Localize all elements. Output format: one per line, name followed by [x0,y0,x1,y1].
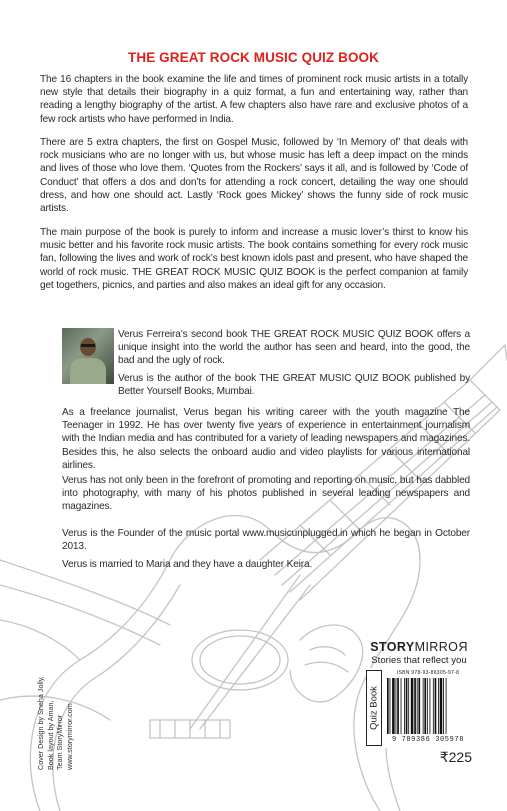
author-bio-4: Verus is married to Maria and they have a daughter Keira. [62,559,313,570]
blurb-paragraph-3: The main purpose of the book is purely to inform and increase a music lover’s thirst to know his music better and his favorite rock music artists. The book contains something for every rock music fan, following the lives and work of rock’s best known idols past and present, who have shaped the world of rock music. THE GREAT ROCK MUSIC QUIZ BOOK is the perfect companion at family get togethers, picnics, and parties and also makes an ideal gift for any occasion. [40,227,468,291]
credit-line: Team StoryMirror [55,714,65,770]
author-bio-1: As a freelance journalist, Verus began his writing career with the youth magazine The Teenager in 1992. He has over twenty five years of experience in entertainment journalism with the Indian media and has contributed for a variety of leading newspapers and magazines. Besides this, he also selects the onboard audio and video playlists for various international airlines. [62,407,470,471]
category-text: Quiz Book [368,686,380,730]
blurb-paragraph-1: The 16 chapters in the book examine the life and times of prominent rock music artists in a totally new style that details their biography in a quiz format, a fun and entertaining way, rather than reading a lengthy biography of the artist. A few chapters also have rare and exclusive photos of a few rock artists who have performed in India. [40,74,468,125]
logo-mirro: MIRRO [414,640,459,654]
logo-mirrored-r: R [458,640,468,654]
book-title: THE GREAT ROCK MUSIC QUIZ BOOK [128,50,379,65]
price: ₹225 [439,749,472,765]
author-intro-2: Verus is the author of the book THE GREAT MUSIC QUIZ BOOK published by Better Yourself Books, Mumbai. [118,373,470,398]
barcode-digits: 9 789386 305978 [391,736,464,744]
publisher-tagline: Stories that reflect you [371,655,467,666]
barcode-panel [366,668,472,748]
author-photo [62,328,114,384]
cover-credits [36,666,92,770]
isbn-number: ISBN 978-93-86305-97-8 [396,670,460,676]
author-intro-1: Verus Ferreira’s second book THE GREAT ROCK MUSIC QUIZ BOOK offers a unique insight into the world the author has seen and heard, into the good, the bad and the ugly of rock. [118,329,470,367]
author-bio-2: Verus has not only been in the forefront of promoting and reporting on music, but has dabbled into photography, with many of his photos published in several leading newspapers and magazines. [62,475,470,513]
author-bio-3: Verus is the Founder of the music portal www.musicunplugged.in which he began in October 2013. [62,528,470,553]
credit-line: Cover Design by Sneha Jolly, [36,676,45,770]
barcode [386,678,470,734]
category-label [366,670,382,746]
credit-line: www.storymirror.com [64,703,74,770]
publisher-logo [368,640,470,654]
credit-line: Book layout by Aman, [45,700,55,770]
logo-story: STORY [370,640,415,654]
blurb-paragraph-2: There are 5 extra chapters, the first on Gospel Music, followed by ‘In Memory of’ that deals with rock musicians who are no longer with us, but whose music has left a deep impact on the minds and lives of those who love them. ‘Quotes from the Rockers’ says it all, and is followed by ‘Code of Conduct’ that offers a dos and don’ts for attending a rock concert, detailing the way one should dress, and how one should act. Lastly ‘Rock goes Mickey’ shows the funny side of rock music artists. [40,137,468,215]
